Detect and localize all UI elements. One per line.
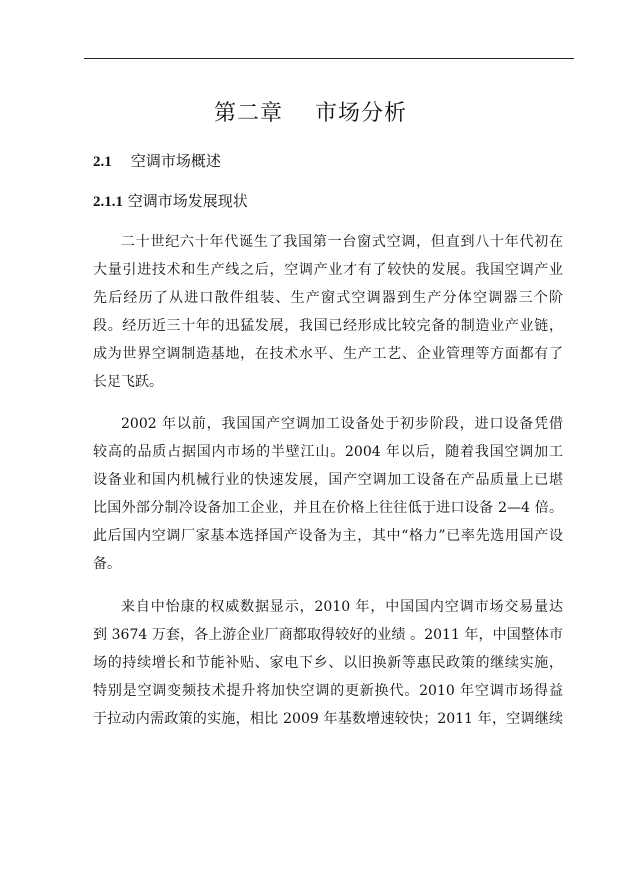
paragraph-line: 长足飞跃。 (93, 374, 163, 390)
subsection-title: 空调市场发展现状 (127, 192, 248, 210)
paragraph-line: 于拉动内需政策的实施，相比 2009 年基数增速较快；2011 年，空调继续 (93, 711, 563, 727)
paragraph-line: 二十世纪六十年代诞生了我国第一台窗式空调，但直到八十年代初在 (121, 234, 563, 250)
paragraph-line: 到 3674 万套，各上游企业厂商都取得较好的业绩 。2011 年，中国整体市 (93, 627, 563, 643)
paragraph-2 (93, 410, 563, 578)
paragraph-line: 2002 年以前，我国国产空调加工设备处于初步阶段，进口设备凭借 (121, 416, 563, 432)
paragraph-line: 大量引进技术和生产线之后，空调产业才有了较快的发展。我国空调产业 (93, 262, 563, 278)
paragraph-line: 段。经历近三十年的迅猛发展，我国已经形成比较完备的制造业产业链， (93, 318, 563, 334)
paragraph-line: 成为世界空调制造基地，在技术水平、生产工艺、企业管理等方面都有了 (93, 346, 563, 362)
paragraph-line: 备。 (93, 556, 121, 572)
section-number: 2.1 (93, 154, 112, 170)
chapter-title: 第二章 市场分析 (214, 101, 407, 126)
paragraph-3 (93, 593, 563, 733)
paragraph-line: 特别是空调变频技术提升将加快空调的更新换代。2010 年空调市场得益 (93, 683, 563, 699)
paragraph-line: 设备业和国内机械行业的快速发展，国产空调加工设备在产品质量上已堪 (93, 472, 563, 488)
paragraph-line: 比国外部分制冷设备加工企业，并且在价格上往往低于进口设备 2—4 倍。 (93, 500, 563, 516)
paragraph-line: 先后经历了从进口散件组装、生产窗式空调器到生产分体空调器三个阶 (93, 290, 563, 306)
subsection-number: 2.1.1 (93, 194, 123, 210)
paragraph-line: 较高的品质占据国内市场的半壁江山。2004 年以后，随着我国空调加工 (93, 444, 563, 460)
paragraph-line: 场的持续增长和节能补贴、家电下乡、以旧换新等惠民政策的继续实施， (93, 655, 563, 671)
subsection-heading (93, 190, 248, 211)
paragraph-1 (93, 228, 563, 396)
paragraph-line: 来自中怡康的权威数据显示，2010 年，中国国内空调市场交易量达 (121, 599, 563, 615)
header-rule (84, 58, 574, 59)
section-title: 空调市场概述 (130, 152, 221, 170)
paragraph-line: 此后国内空调厂家基本选择国产设备为主，其中“格力”已率先选用国产设 (93, 528, 563, 544)
section-heading (93, 150, 221, 171)
